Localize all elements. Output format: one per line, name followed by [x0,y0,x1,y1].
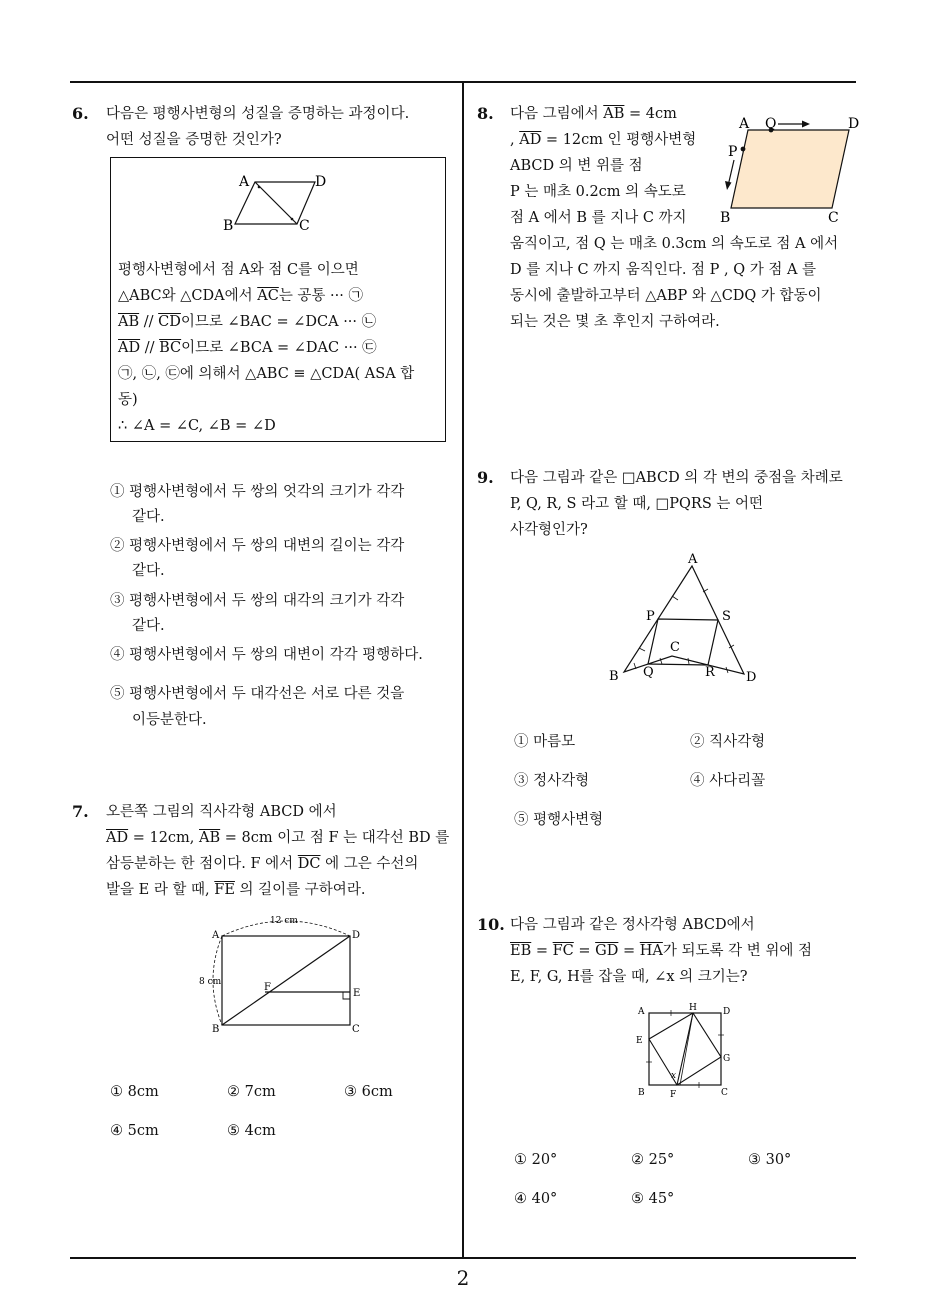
q6-proof-line1: 평행사변형에서 점 A와 점 C를 이으면 [118,262,359,278]
q7-label-top: 12 cm [270,916,298,926]
q7-line3: 삼등분하는 한 점이다. F 에서 $\overline{DC}$ 에 그은 수선의 [106,856,419,872]
column-divider [462,82,464,1258]
q6-choice-1-cont: 같다. [132,509,165,525]
q6-line2: 어떤 성질을 증명한 것인가? [106,132,282,148]
q8-label-a: A [739,116,750,132]
q7-label-left: 8 cm [199,977,222,987]
q10-label-a: A [638,1007,645,1017]
q10-label-h: H [689,1003,697,1013]
q8-label-d: D [848,116,860,132]
q6-choice-3[interactable]: ③ 평행사변형에서 두 쌍의 대각의 크기가 각각 [110,593,405,609]
q9-choice-3[interactable]: ③ 정사각형 [514,773,590,789]
q8-line1: 다음 그림에서 $\overline{AB} = 4cm$ [510,106,677,122]
q8-line3: ABCD 의 변 위를 점 [510,158,643,174]
q8-label-b: B [720,210,731,226]
q7-label-b: B [212,1024,220,1035]
q9-label-p: P [646,609,655,624]
q9-number: 9. [477,468,494,487]
q7-label-a: A [212,930,220,941]
q9-label-s: S [722,609,731,624]
q9-label-b: B [609,669,619,684]
q9-line3: 사각형인가? [510,522,588,538]
q9-choice-4[interactable]: ④ 사다리꼴 [690,773,766,789]
q6-choice-4[interactable]: ④ 평행사변형에서 두 쌍의 대변이 각각 평행하다. [110,647,423,663]
q8-line2: , $\overline{AD} = 12cm$ 인 평행사변형 [510,132,697,148]
q7-choice-1[interactable]: ① 8cm [110,1084,159,1100]
q7-choice-5[interactable]: ⑤ 4cm [227,1123,276,1139]
q10-label-f: F [670,1090,677,1100]
q6-label-a: A [239,174,250,190]
q10-choice-5[interactable]: ⑤ 45° [631,1191,675,1207]
q9-label-a: A [688,552,698,567]
q8-label-c: C [828,210,839,226]
q10-label-c: C [721,1088,728,1098]
q7-line4: 발을 E 라 할 때, $\overline{FE}$ 의 길이를 구하여라. [106,882,366,898]
q6-label-c: C [299,218,310,234]
q10-choice-1[interactable]: ① 20° [514,1152,558,1168]
q7-choice-3[interactable]: ③ 6cm [344,1084,393,1100]
q8-figure [718,108,868,228]
q8-line8: 동시에 출발하고부터 △ABP 와 △CDQ 가 합동이 [510,288,822,304]
q9-label-q: Q [643,665,654,680]
q6-label-b: B [223,218,234,234]
q10-line1: 다음 그림과 같은 정사각형 ABCD에서 [510,917,755,933]
q9-line2: P, Q, R, S 라고 할 때, □PQRS 는 어떤 [510,496,763,512]
q8-label-q: Q [765,116,777,132]
q6-choice-1[interactable]: ① 평행사변형에서 두 쌍의 엇각의 크기가 각각 [110,484,405,500]
q8-line9: 되는 것은 몇 초 후인지 구하여라. [510,314,720,330]
q6-choice-5[interactable]: ⑤ 평행사변형에서 두 대각선은 서로 다른 것을 [110,686,405,702]
q8-line5: 점 A 에서 B 를 지나 C 까지 [510,210,687,226]
q10-figure [632,998,744,1106]
q10-line3: E, F, G, H를 잡을 때, ∠x 의 크기는? [510,969,748,985]
q10-choice-3[interactable]: ③ 30° [748,1152,792,1168]
q9-choice-2[interactable]: ② 직사각형 [690,734,766,750]
q9-label-r: R [705,665,715,680]
q9-line1: 다음 그림과 같은 □ABCD 의 각 변의 중점을 차례로 [510,470,843,486]
q10-label-e: E [636,1036,643,1046]
q9-label-d: D [746,670,757,685]
q6-proof-line4: $\overline{AD} // \overline{BC}$이므로 ∠BCA = ∠DAC ··· ㉢ [118,340,377,356]
q6-proof-line7: ∴ ∠A = ∠C, ∠B = ∠D [118,418,276,434]
q7-number: 7. [72,802,89,821]
q7-figure [196,910,371,1038]
q6-choice-5-cont: 이등분한다. [132,712,207,728]
q6-choice-3-cont: 같다. [132,618,165,634]
q9-label-c: C [670,640,680,655]
q10-label-x: x [671,1071,677,1081]
q7-label-f: F [264,982,271,993]
q6-figure [215,166,345,238]
q6-proof-line2: △ABC와 △CDA에서 $\overline{AC}$는 공통 ··· ㉠ [118,288,363,304]
q7-label-e: E [353,988,361,999]
q10-line2: $\overline{EB} = \overline{FC} = \overline{GD} = \overline{HA}$가 되도록 각 변 위에 점 [510,943,812,959]
q6-choice-2[interactable]: ② 평행사변형에서 두 쌍의 대변의 길이는 각각 [110,538,405,554]
q10-choice-2[interactable]: ② 25° [631,1152,675,1168]
q6-label-d: D [315,174,327,190]
q8-line7: D 를 지나 C 까지 움직인다. 점 P , Q 가 점 A 를 [510,262,817,278]
q10-number: 10. [477,915,505,934]
q8-number: 8. [477,104,494,123]
q9-choice-5[interactable]: ⑤ 평행사변형 [514,812,604,828]
q6-proof-line3: $\overline{AB} // \overline{CD}$이므로 ∠BAC = ∠DCA ··· ㉡ [118,314,377,330]
q7-choice-2[interactable]: ② 7cm [227,1084,276,1100]
q7-label-c: C [352,1024,360,1035]
q7-choice-4[interactable]: ④ 5cm [110,1123,159,1139]
q6-choice-2-cont: 같다. [132,563,165,579]
q8-line4: P 는 매초 0.2cm 의 속도로 [510,184,686,200]
q8-line6: 움직이고, 점 Q 는 매초 0.3cm 의 속도로 점 A 에서 [510,236,839,252]
q9-figure [604,548,764,688]
q6-proof-line6: 동) [118,392,138,408]
q8-label-p: P [728,144,738,160]
q10-label-b: B [638,1088,645,1098]
q10-choice-4[interactable]: ④ 40° [514,1191,558,1207]
q7-line2: $\overline{AD} = 12cm$, $\overline{AB} = 8cm$ 이고 점 F 는 대각선 BD 를 [106,830,450,846]
q7-label-d: D [352,930,361,941]
q6-line1: 다음은 평행사변형의 성질을 증명하는 과정이다. [106,106,410,122]
q10-label-g: G [723,1054,731,1064]
page-number: 2 [456,1266,470,1290]
q9-choice-1[interactable]: ① 마름모 [514,734,576,750]
q6-proof-line5: ㉠, ㉡, ㉢에 의해서 △ABC ≡ △CDA( ASA 합 [118,366,415,382]
q10-label-d: D [723,1007,731,1017]
q7-line1: 오른쪽 그림의 직사각형 ABCD 에서 [106,804,337,820]
q6-number: 6. [72,104,89,123]
